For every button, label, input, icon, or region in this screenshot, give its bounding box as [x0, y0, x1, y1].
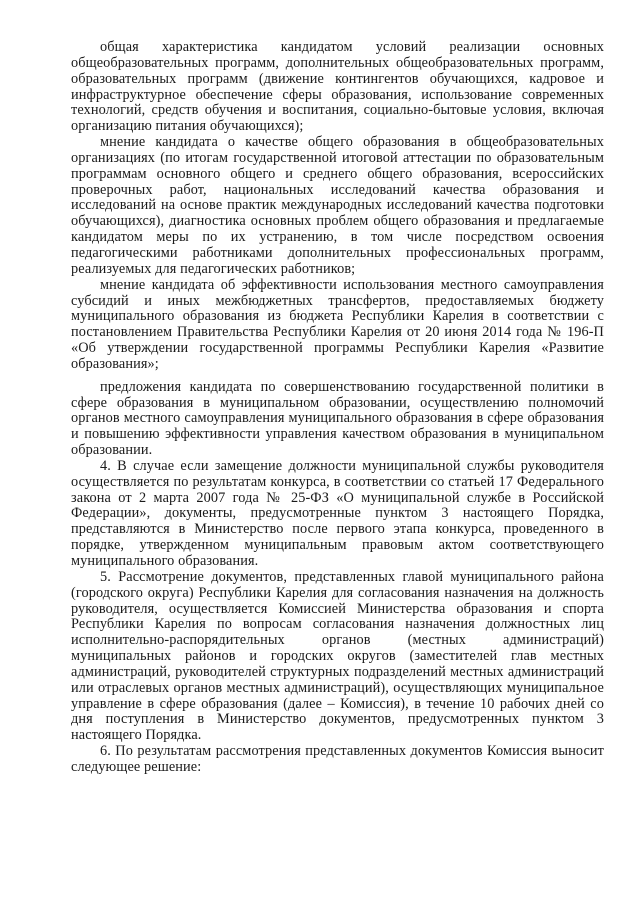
paragraph-subsidies-opinion: мнение кандидата об эффективности использования местного самоуправления субсидий и иных межбюджетных трансфертов, предоставляемых бюджету муниципального образования из бюджета Республики Карелия в соответствии с постановлением Правительства Республики Карелия от 20 июня 2014 года № 196-П «Об утверждении государственной программы Республики Карелия «Развитие образования»;: [71, 276, 604, 372]
paragraph-quality-opinion: мнение кандидата о качестве общего образования в общеобразовательных организациях (по итогам государственной итоговой аттестации по образовательным программам основного общего и среднего общего образования, всероссийских проверочных работ, национальных исследований качества образования и исследований на основе практик международных исследований качества подготовки обучающихся), диагностика основных проблем общего образования и предлагаемые кандидатом меры по их устранению, в том числе посредством освоения педагогическими работниками дополнительных профессиональных программ, реализуемых для педагогических работников;: [71, 134, 604, 277]
paragraph-item-6: 6. По результатам рассмотрения представленных документов Комиссия выносит следующее решение:: [71, 743, 604, 775]
document-page: [71, 40, 604, 776]
paragraph-conditions: общая характеристика кандидатом условий реализации основных общеобразовательных программ, дополнительных общеобразовательных программ, образовательных программ (движение контингентов обучающихся, кадровое и инфраструктурное обеспечение сферы образования, использование современных технологий, средств обучения и воспитания, социально-бытовые условия, включая организацию питания обучающихся);: [71, 39, 604, 135]
paragraph-proposals: предложения кандидата по совершенствованию государственной политики в сфере образования в муниципальном образовании, осуществлению полномочий органов местного самоуправления муниципального образования в сфере образования и повышению эффективности управления качеством образования в муниципальном образовании.: [71, 378, 604, 459]
paragraph-item-4: 4. В случае если замещение должности муниципальной службы руководителя осуществляется по результатам конкурса, в соответствии со статьей 17 Федерального закона от 2 марта 2007 года № 25-ФЗ «О муниципальной службе в Российской Федерации», документы, предусмотренные пунктом 3 настоящего Порядка, представляются в Министерство после первого этапа конкурса, проведенного в порядке, утвержденном муниципальным правовым актом соответствующего муниципального образования.: [71, 457, 604, 569]
paragraph-item-5: 5. Рассмотрение документов, представленных главой муниципального района (городского округа) Республики Карелия для согласования назначения на должность руководителя, осуществляется Комиссией Министерства образования и спорта Республики Карелия по вопросам согласования назначения должностных лиц исполнительно-распорядительных органов (местных администраций) муниципальных районов и городских округов (заместителей глав местных администраций, руководителей структурных подразделений местных администраций или отраслевых органов местных администраций), осуществляющих муниципальное управление в сфере образования (далее – Комиссия), в течение 10 рабочих дней со дня поступления в Министерство документов, предусмотренных пунктом 3 настоящего Порядка.: [71, 568, 604, 744]
